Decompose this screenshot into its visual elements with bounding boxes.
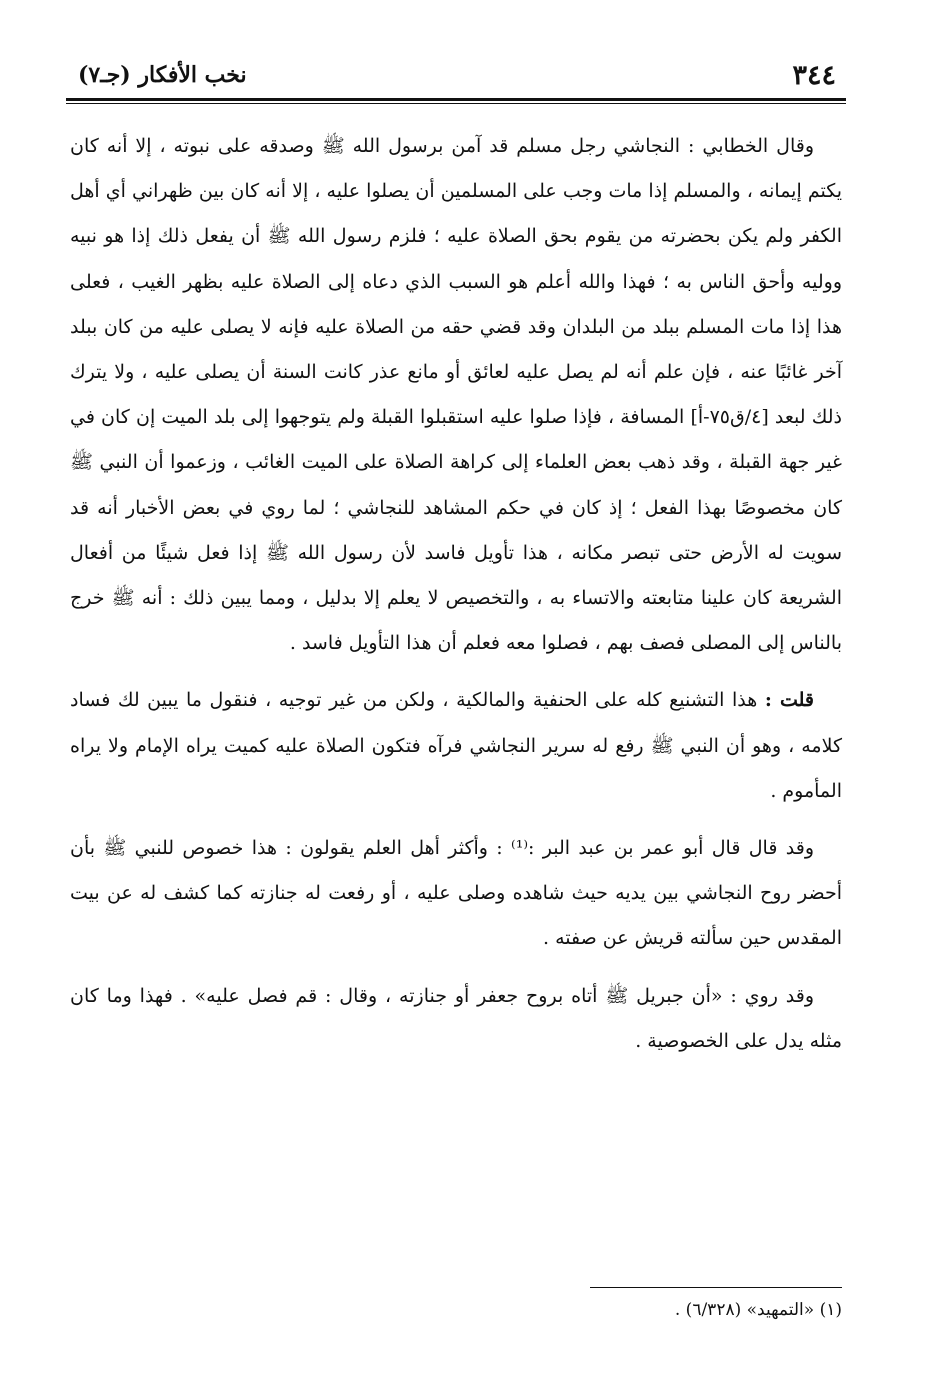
paragraph-1 bbox=[70, 124, 842, 666]
page-body bbox=[70, 124, 842, 1064]
footnote: (١) «التمهيد» (٦/٣٢٨) . bbox=[674, 1300, 842, 1320]
paragraph-4 bbox=[70, 974, 842, 1064]
paragraph-1-text: وقال الخطابي : النجاشي رجل مسلم قد آمن برسول الله ﷺ وصدقه على نبوته ، إلا أنه كان يكتم إيمانه ، والمسلم إذا مات وجب على المسلمين أن يصلوا عليه ، إلا أنه كان بين ظهراني أي أهل الكفر ولم يكن بحضرته من يقوم بحق الصلاة عليه ؛ فلزم رسول الله ﷺ أن يفعل ذلك إذا هو نبيه ووليه وأحق الناس به ؛ فهذا والله أعلم هو السبب الذي دعاه إلى الصلاة عليه بظهر الغيب ، فعلى هذا إذا مات المسلم ببلد من البلدان وقد قضي حقه من الصلاة عليه فإنه لا يصلى عليه من كان ببلد آخر غائبًا عنه ، فإن علم أنه لم يصل عليه لعائق أو مانع عذر كانت السنة أن يصلى عليه ، ولا يترك ذلك لبعد [٤/ق٧٥-أ] المسافة ، فإذا صلوا عليه استقبلوا القبلة ولم يتوجهوا إلى بلد الميت إن كان في غير جهة القبلة ، وقد ذهب بعض العلماء إلى كراهة الصلاة على الميت الغائب ، وزعموا أن النبي ﷺ كان مخصوصًا بهذا الفعل ؛ إذ كان في حكم المشاهد للنجاشي ؛ لما روي في بعض الأخبار أنه قد سويت له الأرض حتى تبصر مكانه ، هذا تأويل فاسد لأن رسول الله ﷺ إذا فعل شيئًا من أفعال الشريعة كان علينا متابعته والاتساء به ، والتخصيص لا يعلم إلا بدليل ، ومما يبين ذلك : أنه ﷺ خرج بالناس إلى المصلى فصف بهم ، فصلوا معه فعلم أن هذا التأويل فاسد . bbox=[70, 135, 842, 655]
paragraph-3-text: وقد قال قال أبو عمر بن عبد البر :⁽¹⁾ : وأكثر أهل العلم يقولون : هذا خصوص للنبي ﷺ بأن أحضر روح النجاشي بين يديه حيث شاهده وصلى عليه ، أو رفعت له جنازته كما كشف له عن بيت المقدس حين سألته قريش عن صفته . bbox=[70, 837, 842, 950]
page-number: ٣٤٤ bbox=[792, 60, 836, 91]
paragraph-4-text: وقد روي : «أن جبريل ﷺ أتاه بروح جعفر أو جنازته ، وقال : قم فصل عليه» . فهذا وما كان مثله يدل على الخصوصية . bbox=[70, 984, 842, 1052]
page-header bbox=[66, 58, 846, 94]
paragraph-2 bbox=[70, 678, 842, 814]
paragraph-3 bbox=[70, 826, 842, 962]
header-rule bbox=[66, 98, 846, 101]
paragraph-2-text: هذا التشنيع كله على الحنفية والمالكية ، ولكن من غير توجيه ، فنقول ما يبين لك فساد كلامه ، وهو أن النبي ﷺ رفع له سرير النجاشي فرآه فتكون الصلاة عليه كميت يراه الإمام ولا يراه المأموم . bbox=[70, 689, 842, 802]
header-rule-thin bbox=[66, 103, 846, 104]
footnote-rule bbox=[590, 1287, 842, 1288]
running-title: نخب الأفكار (جـ٧) bbox=[78, 62, 247, 88]
paragraph-2-lead: قلت : bbox=[764, 689, 814, 712]
